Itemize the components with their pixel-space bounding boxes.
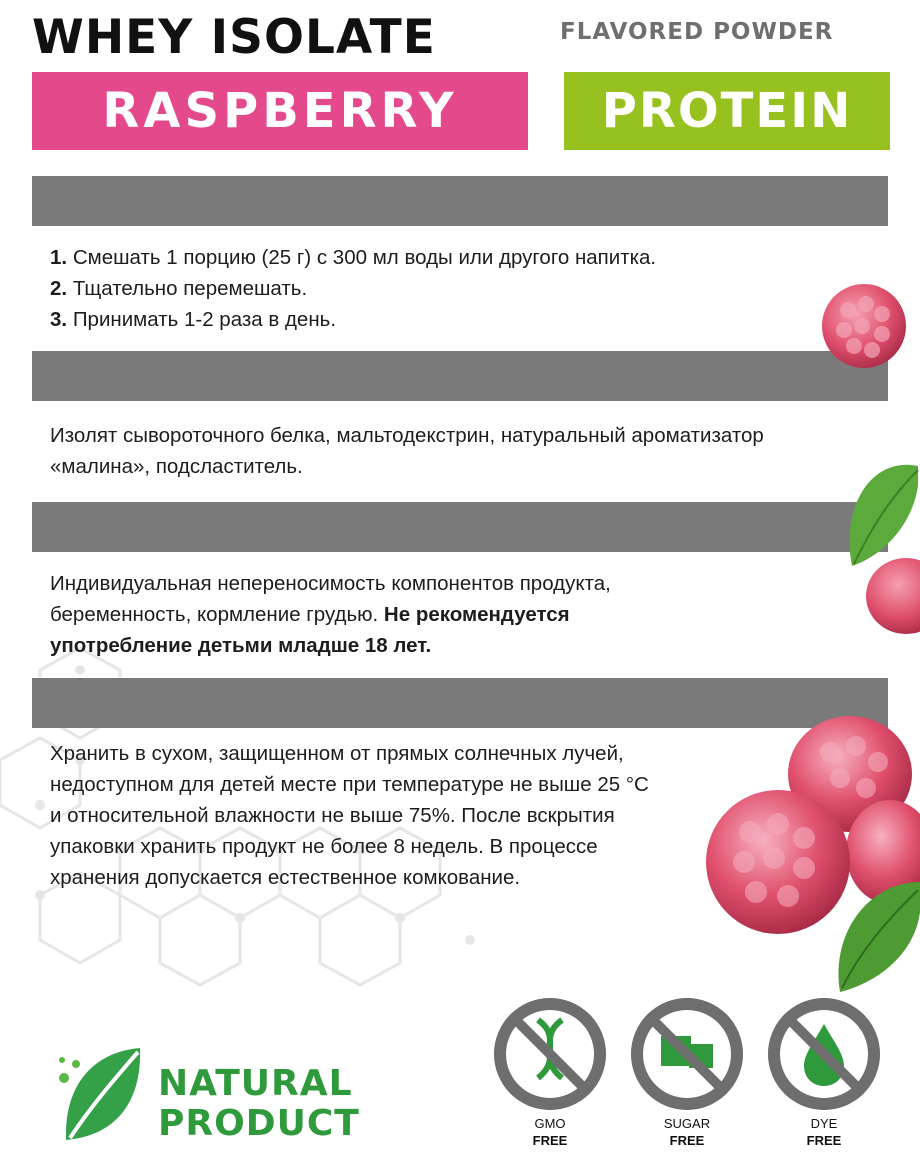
sugar-free-badge	[631, 998, 743, 1149]
flavor-tag: RASPBERRY	[32, 72, 528, 150]
section-bar-contraindications	[32, 502, 888, 552]
badge-state: FREE	[669, 1133, 705, 1148]
usage-item: 3. Принимать 1-2 раза в день.	[50, 308, 337, 331]
leaf-logo-icon	[54, 1044, 146, 1144]
natural-product-label: NATURAL PRODUCT	[158, 1063, 360, 1144]
usage-item: 2. Тщательно перемешать.	[50, 277, 308, 300]
dna-icon	[494, 998, 606, 1110]
drop-icon	[768, 998, 880, 1110]
badge-label: GMO	[534, 1116, 566, 1131]
leaf-illustration	[832, 446, 920, 636]
raspberry-cluster-illustration	[700, 712, 920, 1002]
composition-text: Изолят сывороточного белка, мальтодекстрин, натуральный ароматизатор «малина», подсластитель.	[50, 424, 764, 478]
usage-item: 1. Смешать 1 порцию (25 г) с 300 мл воды или другого напитка.	[50, 246, 657, 269]
raspberry-illustration	[818, 280, 914, 372]
gmo-free-badge	[494, 998, 606, 1149]
section-bar-composition	[32, 351, 888, 401]
badge-state: FREE	[806, 1133, 842, 1148]
storage-text: Хранить в сухом, защищенном от прямых солнечных лучей, недоступном для детей месте при температуре не выше 25 °C и относительной влажности не выше 75%. После вскрытия упаковки хранить продукт не более 8 недель. В процессе хранения допускается естественное комкование.	[50, 742, 649, 889]
contraindications-text: Индивидуальная непереносимость компонентов продукта, беременность, кормление грудью. Не рекомендуется употребление детьми младше 18 лет.	[50, 572, 611, 657]
product-subtitle: FLAVORED POWDER	[560, 19, 834, 45]
badge-label: SUGAR	[663, 1116, 711, 1131]
usage-list	[50, 242, 770, 335]
section-bar-usage	[32, 176, 888, 226]
product-title: WHEY ISOLATE	[32, 10, 436, 65]
dye-free-badge	[768, 998, 880, 1149]
type-tag: PROTEIN	[564, 72, 890, 150]
badge-state: FREE	[532, 1133, 568, 1148]
sugar-cubes-icon	[631, 998, 743, 1110]
badge-label: DYE	[810, 1116, 838, 1131]
